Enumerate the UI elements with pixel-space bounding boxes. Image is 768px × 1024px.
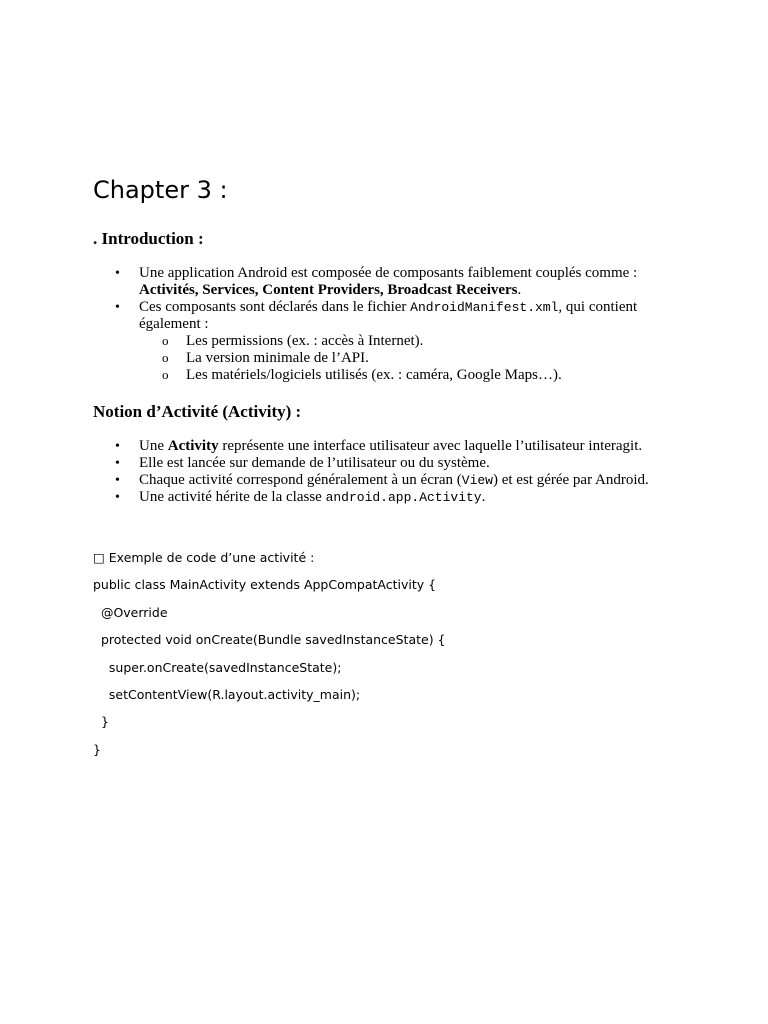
sub-list-item: o La version minimale de l’API.: [139, 350, 693, 367]
introduction-bullet-list: [93, 265, 693, 384]
list-item: [93, 489, 693, 506]
bullet-text: Une application Android est composée de composants faiblement couplés comme :: [139, 265, 638, 281]
code-line: @Override: [93, 605, 168, 620]
activity-heading: Notion d’Activité (Activity) :: [93, 402, 302, 421]
activity-bullet-list: [93, 438, 693, 506]
bullet-text: représente une interface utilisateur avec laquelle l’utilisateur interagit.: [218, 438, 643, 454]
introduction-heading: . Introduction :: [93, 229, 204, 248]
list-item: [93, 265, 693, 299]
code-example: [93, 550, 446, 757]
code-line: protected void onCreate(Bundle savedInstanceState) {: [93, 632, 446, 647]
bullet-text: ) et est gérée par Android.: [492, 472, 649, 488]
code-line: }: [93, 714, 109, 729]
code-line: setContentView(R.layout.activity_main);: [93, 687, 361, 702]
list-item: [93, 472, 693, 489]
code-caption: □ Exemple de code d’une activité :: [93, 550, 315, 565]
bullet-text: Ces composants sont déclarés dans le fichier: [139, 299, 411, 315]
sub-list-item: o Les permissions (ex. : accès à Internet).: [139, 333, 693, 350]
sub-list-item: o Les matériels/logiciels utilisés (ex. : caméra, Google Maps…).: [139, 367, 693, 384]
code-line: super.onCreate(savedInstanceState);: [93, 660, 342, 675]
list-item: [93, 299, 693, 384]
bullet-text: Une activité hérite de la classe: [139, 489, 326, 505]
list-item: • Elle est lancée sur demande de l’utilisateur ou du système.: [93, 455, 693, 472]
list-item: [93, 438, 693, 455]
view-code: View: [461, 473, 493, 488]
code-line: }: [93, 742, 101, 757]
code-line: public class MainActivity extends AppCompatActivity {: [93, 577, 437, 592]
bullet-text: Une: [139, 438, 168, 454]
activity-term: Activity: [167, 438, 219, 454]
manifest-filename: AndroidManifest.xml: [410, 300, 559, 315]
activity-class-code: android.app.Activity: [325, 490, 482, 505]
chapter-title: Chapter 3 :: [93, 176, 228, 204]
component-types: Activités, Services, Content Providers, Broadcast Receivers: [139, 282, 518, 298]
manifest-sub-list: [139, 333, 693, 384]
punctuation: .: [517, 282, 522, 298]
bullet-text: , qui contient également :: [139, 299, 638, 332]
bullet-text: Chaque activité correspond généralement à un écran (: [139, 472, 462, 488]
punctuation: .: [481, 489, 486, 505]
